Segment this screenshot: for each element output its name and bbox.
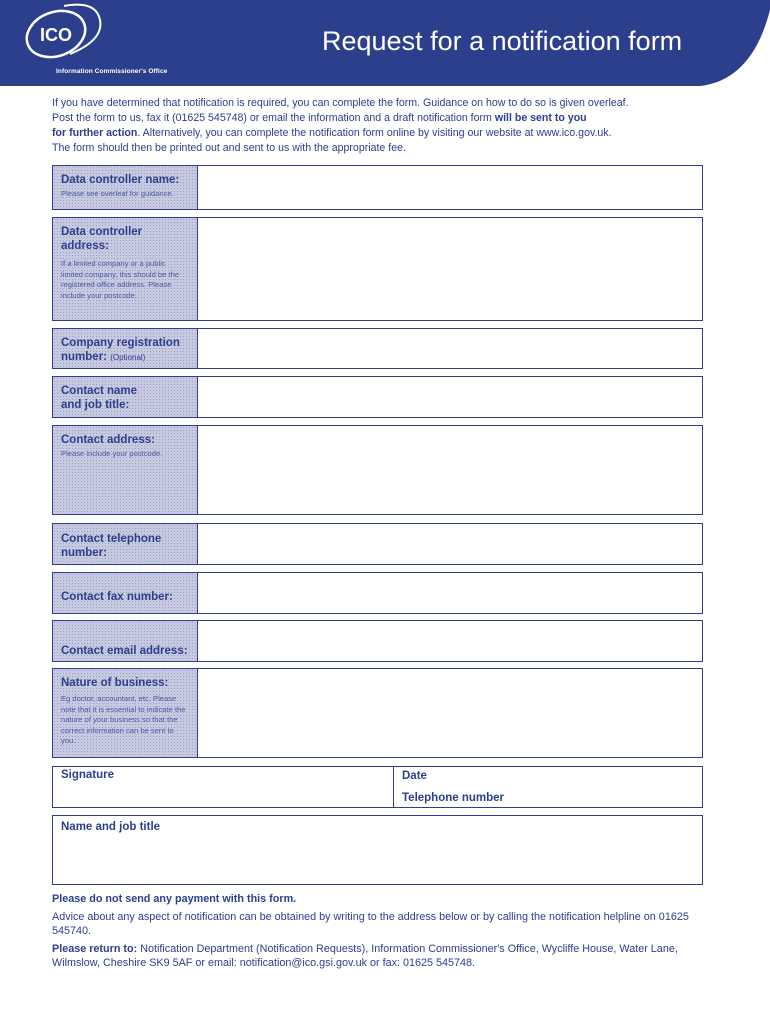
field-note: Eg doctor, accountant, etc. Please note that it is essential to indicate the nature of your business so that the correct information can be sent to you. <box>61 694 186 745</box>
intro-line <box>52 111 722 126</box>
page-title: Request for a notification form <box>322 26 683 56</box>
logo-text: ICO <box>39 25 73 45</box>
field-note: If a limited company or a public limited company, this should be the registered office address. Please include your postcode. <box>61 259 180 300</box>
field-label-cell <box>53 524 198 564</box>
intro-bold: will be sent to you <box>494 112 587 124</box>
field-label: Contact email address: <box>61 645 188 657</box>
field-label-cell <box>53 377 198 417</box>
name-title-box[interactable] <box>52 815 703 885</box>
date-telephone-field[interactable] <box>395 768 701 806</box>
contact-phone-row <box>52 523 703 565</box>
field-label-cell <box>53 621 198 661</box>
date-label: Date <box>402 770 427 782</box>
telephone-label: Telephone number <box>402 792 505 804</box>
controller-name-input[interactable] <box>198 166 702 209</box>
contact-phone-input[interactable] <box>198 524 702 564</box>
field-label: Data controller name: <box>61 174 180 186</box>
no-payment-text: Please do not send any payment with this form. <box>52 893 297 905</box>
field-label: Contact name and job title: <box>61 385 138 411</box>
field-label-cell <box>53 669 198 757</box>
intro-bold: for further action <box>52 127 138 139</box>
signature-row <box>52 766 703 808</box>
contact-address-row <box>52 425 703 515</box>
contact-name-input[interactable] <box>198 377 702 417</box>
contact-fax-row <box>52 572 703 614</box>
contact-email-row <box>52 620 703 662</box>
contact-fax-input[interactable] <box>198 573 702 613</box>
field-label: Data controller address: <box>61 226 143 252</box>
intro-text <box>52 96 722 156</box>
divider <box>393 767 394 807</box>
contact-address-input[interactable] <box>198 426 702 514</box>
intro-line: The form should then be printed out and sent to us with the appropriate fee. <box>52 142 406 154</box>
intro-text-part: . Alternatively, you can complete the notification form online by visiting our website at www.ico.gov.uk. <box>137 127 612 139</box>
header-banner <box>0 0 770 86</box>
nature-business-row <box>52 668 703 758</box>
advice-text: Advice about any aspect of notification can be obtained by writing to the address below or by calling the notification helpline on 01625 545740. <box>52 911 689 937</box>
contact-name-row <box>52 376 703 418</box>
controller-address-row <box>52 217 703 321</box>
intro-line: If you have determined that notification is required, you can complete the form. Guidance on how to do so is given overleaf. <box>52 97 629 109</box>
intro-line <box>52 126 722 141</box>
controller-name-row <box>52 165 703 210</box>
field-label: Contact telephone number: <box>61 533 162 559</box>
field-label-cell <box>53 329 198 368</box>
return-address <box>52 943 712 970</box>
no-payment-notice <box>52 893 712 907</box>
return-text: Notification Department (Notification Requests), Information Commissioner's Office, Wycliffe House, Water Lane, Wilmslow, Cheshire SK9 5AF or email: notification@ico.gsi.gov.uk or fax: 01625 545748. <box>52 943 678 969</box>
field-label: Contact fax number: <box>61 591 173 603</box>
field-label-cell <box>53 218 198 320</box>
nature-business-input[interactable] <box>198 669 702 757</box>
ico-logo <box>0 0 130 72</box>
field-label-text: Company registration number: <box>61 337 180 363</box>
signature-label: Signature <box>61 769 115 781</box>
contact-email-input[interactable] <box>198 621 702 661</box>
optional-tag: (Optional) <box>110 353 146 362</box>
name-title-label: Name and job title <box>61 821 161 833</box>
field-note: Please see overleaf for guidance. <box>61 189 174 198</box>
logo-subtitle: Information Commissioner's Office <box>56 68 168 75</box>
company-reg-input[interactable] <box>198 329 702 368</box>
field-label-cell <box>53 573 198 613</box>
return-label: Please return to: <box>52 943 138 955</box>
field-label: Nature of business: <box>61 677 169 689</box>
field-note: Please include your postcode. <box>61 449 163 458</box>
field-label-cell <box>53 166 198 209</box>
company-reg-row <box>52 328 703 369</box>
intro-text-part: Post the form to us, fax it (01625 545748) or email the information and a draft notification form <box>52 112 495 124</box>
controller-address-input[interactable] <box>198 218 702 320</box>
field-label <box>61 336 189 365</box>
field-label: Contact address: <box>61 434 155 446</box>
signature-field[interactable] <box>54 768 392 806</box>
field-label-cell <box>53 426 198 514</box>
